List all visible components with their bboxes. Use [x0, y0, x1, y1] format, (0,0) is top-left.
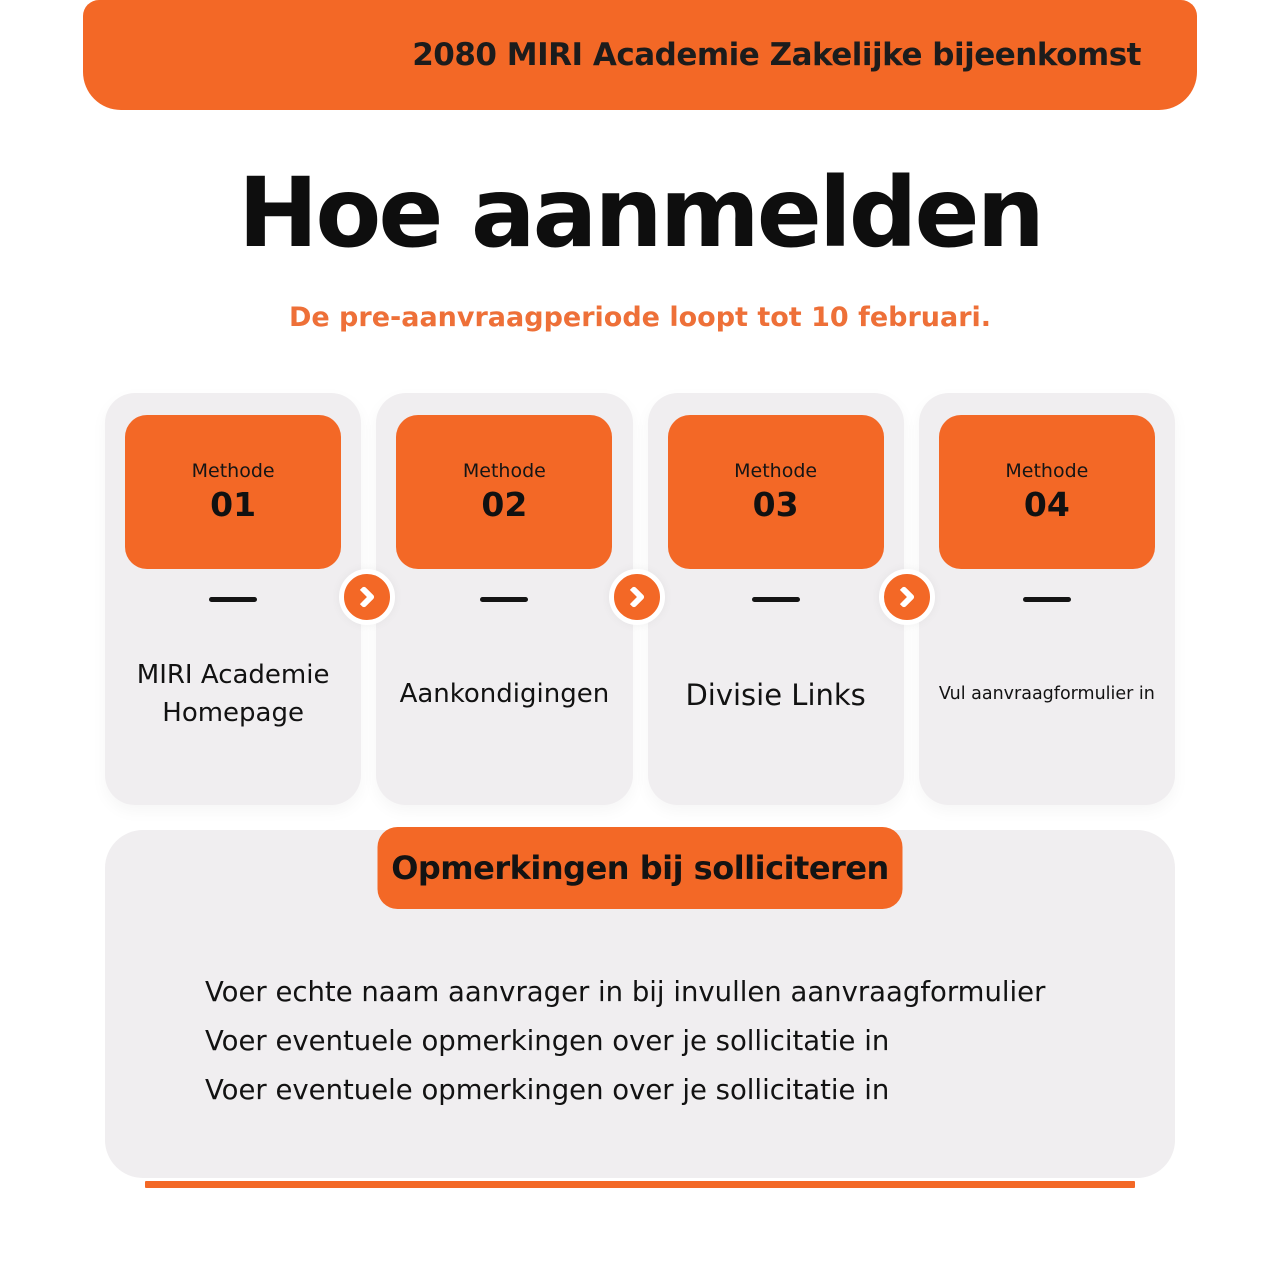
method-number: 01	[210, 485, 257, 524]
note-item: Voer echte naam aanvrager in bij invullen aanvraagformulier	[205, 976, 1046, 1008]
method-number: 02	[481, 485, 528, 524]
step-arrow	[879, 569, 935, 625]
chevron-right-icon	[893, 586, 916, 609]
notes-title: Opmerkingen bij solliciteren	[391, 849, 889, 887]
chevron-right-icon	[353, 586, 376, 609]
method-number: 04	[1023, 485, 1070, 524]
note-item: Voer eventuele opmerkingen over je sollicitatie in	[205, 1074, 890, 1106]
note-item: Voer eventuele opmerkingen over je sollicitatie in	[205, 1025, 890, 1057]
method-card-4	[919, 393, 1175, 805]
method-card-2	[376, 393, 632, 805]
notes-panel	[105, 830, 1175, 1178]
method-badge	[939, 415, 1155, 569]
method-description: Aankondigingen	[399, 679, 610, 710]
divider-dash	[752, 597, 800, 602]
page-title: Hoe aanmelden	[238, 157, 1042, 269]
method-label: Methode	[1005, 460, 1089, 482]
method-badge	[396, 415, 612, 569]
method-card-3	[648, 393, 904, 805]
method-card-1	[105, 393, 361, 805]
notes-list	[205, 968, 1125, 1115]
banner-title: 2080 MIRI Academie Zakelijke bijeenkomst	[412, 37, 1141, 73]
notes-header	[378, 827, 903, 909]
method-description: Divisie Links	[685, 677, 866, 712]
page-subtitle: De pre-aanvraagperiode loopt tot 10 februari.	[288, 302, 992, 333]
method-description: Vul aanvraagformulier in	[938, 684, 1155, 705]
method-badge	[125, 415, 341, 569]
chevron-right-icon	[623, 586, 646, 609]
divider-dash	[209, 597, 257, 602]
method-number: 03	[752, 485, 799, 524]
divider-dash	[480, 597, 528, 602]
step-arrow	[609, 569, 665, 625]
bottom-accent-bar	[145, 1181, 1135, 1188]
method-label: Methode	[462, 460, 546, 482]
banner	[83, 0, 1197, 110]
method-label: Methode	[734, 460, 818, 482]
step-arrow	[339, 569, 395, 625]
method-description: MIRI Academie Homepage	[136, 660, 330, 728]
method-badge	[668, 415, 884, 569]
method-label: Methode	[191, 460, 275, 482]
divider-dash	[1023, 597, 1071, 602]
